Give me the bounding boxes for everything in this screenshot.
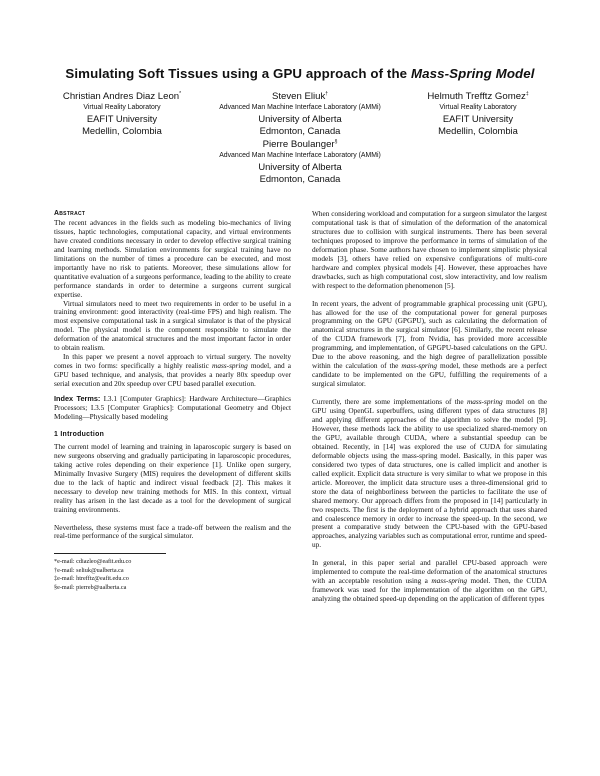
abstract-paragraph: Virtual simulators need to meet two requirements in order to be useful in a training environment: good interactivity (real-time FPS) and high realism. The most expensive computational task in a surgical simulator is that of the physical model. The physical model is the component responsible to simulate the deformation of the anatomical structures and the most important factor in order to obtain realism. [54, 298, 291, 353]
paper-title: Simulating Soft Tissues using a GPU approach of the Mass-Spring Model [65, 66, 535, 81]
author-block-3 [398, 88, 558, 136]
abstract-heading: Abstract [54, 210, 86, 217]
introduction-heading: 1 Introduction [54, 430, 105, 438]
footnote: †e-mail: seliuk@ualberta.ca [54, 566, 124, 574]
author-org: EAFIT University [442, 113, 514, 125]
author-place: Edmonton, Canada [259, 124, 341, 136]
author-block-4 [200, 136, 400, 184]
author-name: Christian Andres Diaz Leon* [62, 91, 182, 103]
intro-paragraph: Nevertheless, these systems must face a trade-off between the realism and the real-time performance of the surgical simulator. [54, 522, 291, 541]
left-column [54, 210, 291, 592]
body-paragraph: In recent years, the advent of programmable graphical processing unit (GPU), has allowed for the use of the computational power for general purposes programming on the GPU (GPGPU), such as calculating the deformation of anatomical structures in the surgical simulator [6]. Similarly, the recent release of the CUDA framework [7], from Nvidia, has provided more accessible programming, and implementation, of GPGPU-based calculations on the GPU. Due to the above reasoning, and the high degree of parallelization possible within the calculation of the mass-spring model, these methods are a perfect candidate to be implemented on the GPU, fulfilling the requirements of a surgical simulator. [312, 298, 547, 389]
author-lab: Virtual Reality Laboratory [439, 104, 517, 112]
footnote: *e-mail: cdiazleo@eafit.edu.co [54, 558, 132, 566]
right-column [312, 210, 547, 604]
author-name: Helmuth Trefftz Gomez‡ [427, 91, 529, 103]
author-org: University of Alberta [258, 113, 342, 125]
author-org: University of Alberta [258, 161, 342, 173]
footnote: ‡e-mail: htrefftz@eafit.edu.co [54, 575, 129, 583]
author-lab: Advanced Man Machine Interface Laboratory (AMMi) [219, 104, 381, 112]
body-paragraph: When considering workload and computation for a surgeon simulator the largest computational task is that of simulation of the deformation of the anatomical structures due to collision with surgical instruments. There has been several techniques proposed to improve the performance in terms of simulation of the deformation phase. Some authors have chosen to implement simplistic physical models [3], others have relied on expensive configurations of multi-core hardware and complex physical models [4]. However, these approaches have drawbacks, such as high computational cost, slow interactivity, and low realism with respect to the deformation phenomenon [5]. [312, 209, 547, 290]
abstract-paragraph: The recent advances in the fields such as modeling bio-mechanics of living tissues, haptic technologies, computational capacity, and virtual environments have created conditions necessary in order to develop effective surgical training and learning methods. Simulation environments for surgical training have no limitations on the number of times a procedure can be executed, and most importantly have no risk to patients. Moreover, these simulations allow for quantitative evaluation of a surgeons performance, leading to the ability to create performance standards in order to determine a surgeons current surgical expertise. [54, 217, 291, 299]
author-block-2 [200, 88, 400, 136]
author-place: Edmonton, Canada [259, 172, 341, 184]
intro-paragraph: The current model of learning and training in laparoscopic surgery is based on new surgeons observing and gradually participating in laparoscopic procedures, taking active roles depending on their experience [1]. Unlike open surgery, Minimally Invasive Surgery (MIS) requires the development of different skills due to the lack of haptic and indirect visual feedback [2]. This makes it necessary to develop new training methods for MIS. In this context, virtual reality has arisen in the last decade as a tool for the development of surgical training environments. [54, 441, 291, 514]
author-lab: Advanced Man Machine Interface Laboratory (AMMi) [219, 152, 381, 160]
author-name: Pierre Boulanger§ [262, 139, 338, 151]
author-name: Steven Eliuk† [271, 91, 329, 103]
body-paragraph: In general, in this paper serial and parallel CPU-based approach were implemented to compute the real-time deformation of the anatomical structures with an acceptable resolution using a mass-spring model. Then, the CUDA framework was used for the implementation of the algorithm on the GPU, analyzing the obtained speed-up depending on the application of different types [312, 558, 548, 604]
author-lab: Virtual Reality Laboratory [83, 104, 161, 112]
author-place: Medellin, Colombia [438, 124, 518, 136]
body-paragraph: Currently, there are some implementations of the mass-spring model on the GPU using OpenGL superbuffers, using different types of data structures [8] and applying different approaches of the algorithm to solve the model [9]. However, these methods lack the ability to use specialized shared-memory on the GPU, available through CUDA, where a substantial speedup can be obtained. Recently, in [14] was explored the use of CUDA for simulating deformable objects using the mass-spring model. Basically, in this paper was considered two types of data structures, one is called implicit and another is called explicit. Explicit data structure is very similar to what we propose in this article. Moreover, the implicit data structure uses a three-dimensional grid to store the data of neighborliness between the particles to facilitate the use of shared memory. Our approach differs from the proposed in [14] particularly in two respects. The first is the deployment of a hybrid approach that uses shared and coalescence memory in order to increase the speed-up. In the second, we present a comparative study between the CPU-based with the GPU-based approaches, analyzing variables such as computational error, runtime and speed-up. [312, 397, 547, 550]
index-terms: Index Terms: I.3.1 [Computer Graphics]: Hardware Architecture—Graphics Processors; I.3.5 [Computer Graphics]: Computational Geometry and Object Modeling—Physically based modeling [54, 394, 292, 421]
author-org: EAFIT University [86, 113, 158, 125]
author-place: Medellin, Colombia [82, 124, 162, 136]
abstract-paragraph: In this paper we present a novel approach to virtual surgery. The novelty comes in two forms: specifically a highly realistic mass-spring model, and a GPU based technique, and analysis, that provides a nearly 80x speedup over serial execution and 20x speedup over CPU based parallel execution. [54, 352, 291, 389]
footnote: §e-mail: pierreb@ualberta.ca [54, 583, 127, 591]
author-block-1 [42, 88, 202, 136]
footnote-rule [54, 553, 166, 554]
